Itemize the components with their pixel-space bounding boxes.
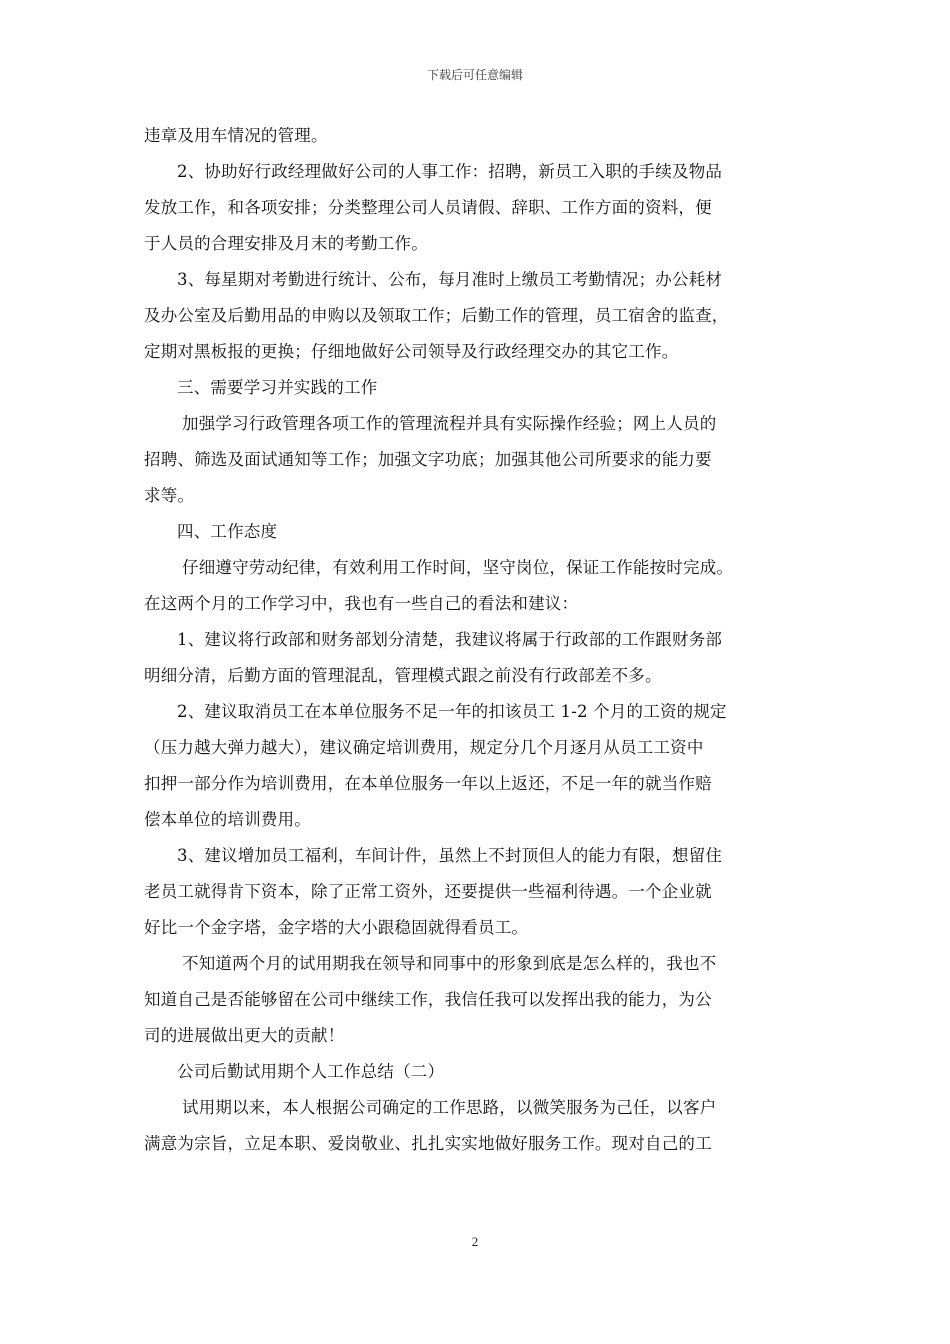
- text-line: 及办公室及后勤用品的申购以及领取工作；后勤工作的管理，员工宿舍的监查，: [144, 306, 729, 325]
- text-line: 偿本单位的培训费用。: [144, 810, 311, 829]
- text-line: 试用期以来，本人根据公司确定的工作思路，以微笑服务为己任，以客户: [182, 1098, 717, 1117]
- text-line: 2、协助好行政经理做好公司的人事工作：招聘，新员工入职的手续及物品: [177, 162, 723, 181]
- text-line: 不知道两个月的试用期我在领导和同事中的形象到底是怎么样的，我也不: [182, 954, 717, 973]
- text-line: 发放工作，和各项安排；分类整理公司人员请假、辞职、工作方面的资料，便: [144, 198, 712, 217]
- page-number: 2: [471, 1234, 479, 1249]
- text-line: 加强学习行政管理各项工作的管理流程并具有实际操作经验；网上人员的: [182, 414, 717, 433]
- text-line: 招聘、筛选及面试通知等工作；加强文字功底；加强其他公司所要求的能力要: [144, 450, 712, 469]
- text-line: 违章及用车情况的管理。: [144, 126, 328, 145]
- text-line: 求等。: [144, 486, 195, 505]
- text-line: 3、建议增加员工福利，车间计件，虽然上不封顶但人的能力有限，想留住: [177, 846, 723, 865]
- text-line: 公司后勤试用期个人工作总结（二）: [177, 1062, 445, 1081]
- text-line: 知道自己是否能够留在公司中继续工作，我信任我可以发挥出我的能力，为公: [144, 990, 712, 1009]
- text-line: 明细分清，后勤方面的管理混乱，管理模式跟之前没有行政部差不多。: [144, 666, 662, 685]
- text-line: 在这两个月的工作学习中，我也有一些自己的看法和建议：: [144, 594, 579, 613]
- text-line: 仔细遵守劳动纪律，有效利用工作时间，坚守岗位，保证工作能按时完成。: [182, 558, 734, 577]
- text-line: 3、每星期对考勤进行统计、公布，每月准时上缴员工考勤情况；办公耗材: [177, 270, 723, 289]
- text-line: （压力越大弹力越大），建议确定培训费用，规定分几个月逐月从员工工资中: [144, 738, 704, 757]
- text-line: 定期对黑板报的更换；仔细地做好公司领导及行政经理交办的其它工作。: [144, 342, 679, 361]
- text-line: 老员工就得肯下资本，除了正常工资外，还要提供一些福利待遇。一个企业就: [144, 882, 712, 901]
- text-line: 三、需要学习并实践的工作: [177, 378, 378, 397]
- page-header: 下载后可任意编辑: [426, 68, 523, 82]
- text-line: 四、工作态度: [177, 522, 278, 541]
- text-line: 好比一个金字塔，金字塔的大小跟稳固就得看员工。: [144, 918, 529, 937]
- text-line: 1、建议将行政部和财务部划分清楚，我建议将属于行政部的工作跟财务部: [177, 630, 723, 649]
- document-body: [144, 118, 812, 1162]
- text-line: 于人员的合理安排及月末的考勤工作。: [144, 234, 428, 253]
- text-line: 2、建议取消员工在本单位服务不足一年的扣该员工 1-2 个月的工资的规定: [177, 702, 727, 721]
- text-line: 满意为宗旨，立足本职、爱岗敬业、扎扎实实地做好服务工作。现对自己的工: [144, 1134, 712, 1153]
- text-line: 司的进展做出更大的贡献！: [144, 1026, 345, 1045]
- text-line: 扣押一部分作为培训费用，在本单位服务一年以上返还，不足一年的就当作赔: [144, 774, 712, 793]
